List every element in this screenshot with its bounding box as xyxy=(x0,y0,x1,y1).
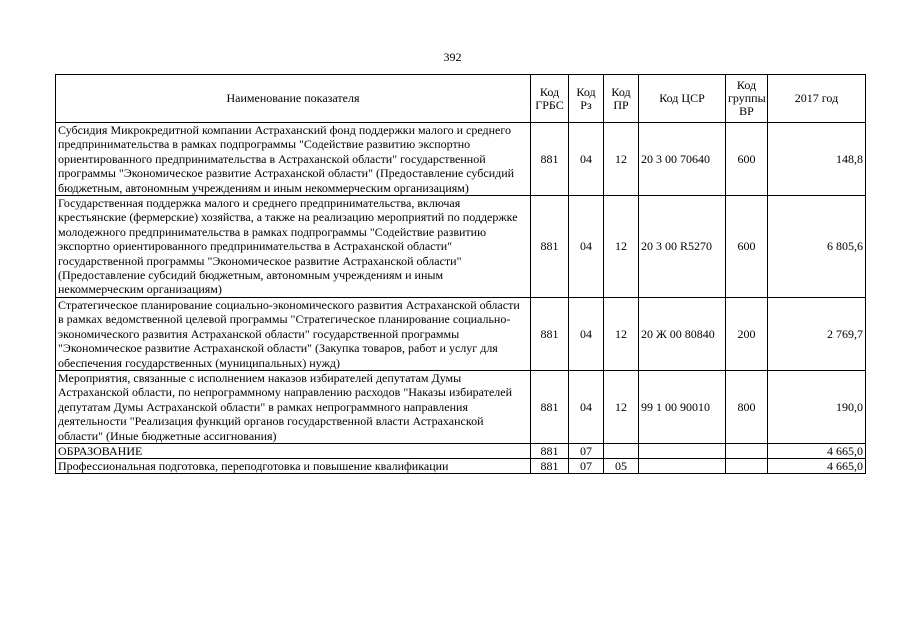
row-vr: 200 xyxy=(726,297,768,370)
row-vr xyxy=(726,458,768,473)
row-name: ОБРАЗОВАНИЕ xyxy=(56,443,531,458)
header-year: 2017 год xyxy=(768,75,866,123)
row-csr: 20 3 00 70640 xyxy=(639,123,726,196)
table-row xyxy=(56,123,866,196)
row-grbs: 881 xyxy=(531,196,569,298)
row-pr: 12 xyxy=(604,297,639,370)
row-name: Субсидия Микрокредитной компании Астраханский фонд поддержки малого и среднего предпринимательства в рамках подпрограммы "Содействие развитию экспортно ориентированного предпринимательства в Астраханской области" государственной программы "Экономическое развитие Астраханской области" (Предоставление субсидий бюджетным, автономным учреждениям и иным некоммерческим организациям) xyxy=(56,123,531,196)
row-rz: 07 xyxy=(569,458,604,473)
row-vr: 600 xyxy=(726,123,768,196)
row-rz: 04 xyxy=(569,196,604,298)
row-name: Государственная поддержка малого и среднего предпринимательства, включая крестьянские (фермерские) хозяйства, а также на реализацию мероприятий по поддержке молодежного предпринимательства в рамках подпрограммы "Содействие развитию экспортно ориентированного предпринимательства в Астраханской области" государственной программы "Экономическое развитие Астраханской области" (Предоставление субсидий бюджетным, автономным учреждениям и иным некоммерческим организациям) xyxy=(56,196,531,298)
table-row xyxy=(56,458,866,473)
table-row xyxy=(56,196,866,298)
row-name: Мероприятия, связанные с исполнением наказов избирателей депутатам Думы Астраханской области, по непрограммному направлению расходов "Наказы избирателей депутатам Думы Астраханской области" в рамках непрограммного направления деятельности "Реализация функций органов государственной власти Астраханской области" (Иные бюджетные ассигнования) xyxy=(56,370,531,443)
row-value: 4 665,0 xyxy=(768,443,866,458)
header-name: Наименование показателя xyxy=(56,75,531,123)
row-vr: 800 xyxy=(726,370,768,443)
row-pr: 12 xyxy=(604,196,639,298)
table-header-row xyxy=(56,75,866,123)
header-csr: Код ЦСР xyxy=(639,75,726,123)
row-rz: 04 xyxy=(569,123,604,196)
row-value: 2 769,7 xyxy=(768,297,866,370)
row-rz: 04 xyxy=(569,370,604,443)
row-vr xyxy=(726,443,768,458)
page-number: 392 xyxy=(443,50,462,64)
row-vr: 600 xyxy=(726,196,768,298)
row-pr: 12 xyxy=(604,123,639,196)
row-pr: 05 xyxy=(604,458,639,473)
header-vr: Код группы ВР xyxy=(726,75,768,123)
row-grbs: 881 xyxy=(531,297,569,370)
table-row xyxy=(56,297,866,370)
header-grbs: Код ГРБС xyxy=(531,75,569,123)
table-row xyxy=(56,370,866,443)
row-csr: 20 3 00 R5270 xyxy=(639,196,726,298)
row-csr xyxy=(639,458,726,473)
row-value: 190,0 xyxy=(768,370,866,443)
row-value: 6 805,6 xyxy=(768,196,866,298)
row-rz: 04 xyxy=(569,297,604,370)
header-rz: Код Рз xyxy=(569,75,604,123)
row-grbs: 881 xyxy=(531,458,569,473)
row-grbs: 881 xyxy=(531,443,569,458)
row-value: 4 665,0 xyxy=(768,458,866,473)
row-grbs: 881 xyxy=(531,370,569,443)
row-csr: 99 1 00 90010 xyxy=(639,370,726,443)
row-pr: 12 xyxy=(604,370,639,443)
row-rz: 07 xyxy=(569,443,604,458)
row-csr xyxy=(639,443,726,458)
row-pr xyxy=(604,443,639,458)
header-pr: Код ПР xyxy=(604,75,639,123)
row-name: Профессиональная подготовка, переподготовка и повышение квалификации xyxy=(56,458,531,473)
row-name: Стратегическое планирование социально-экономического развития Астраханской области в рамках ведомственной целевой программы "Стратегическое планирование социально-экономического развития Астраханской области" государственной программы "Экономическое развитие Астраханской области" (Закупка товаров, работ и услуг для обеспечения государственных (муниципальных) нужд) xyxy=(56,297,531,370)
row-grbs: 881 xyxy=(531,123,569,196)
row-csr: 20 Ж 00 80840 xyxy=(639,297,726,370)
budget-table xyxy=(55,74,866,474)
table-row xyxy=(56,443,866,458)
row-value: 148,8 xyxy=(768,123,866,196)
